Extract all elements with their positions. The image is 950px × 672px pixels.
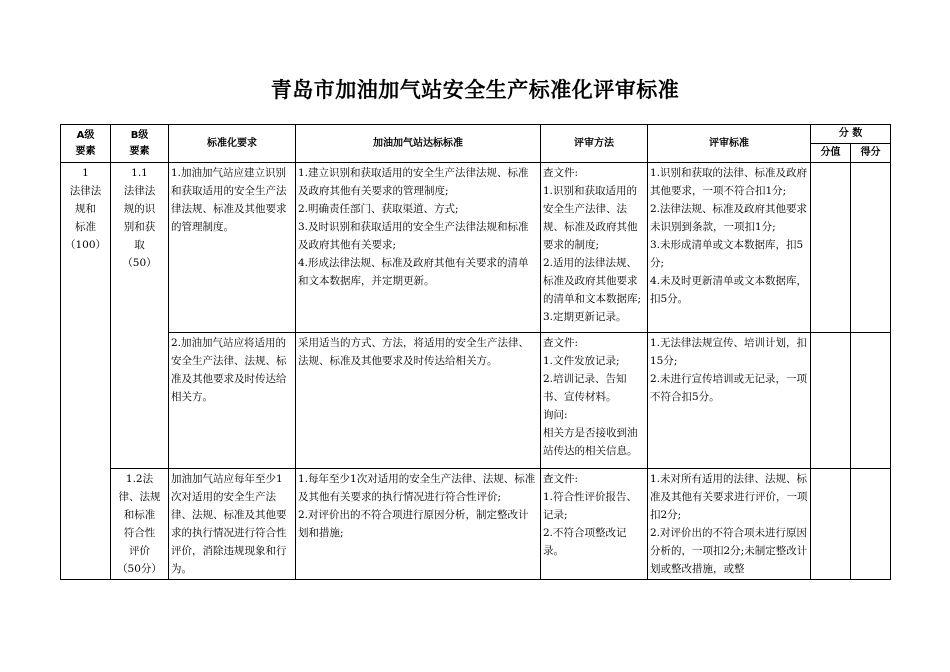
header-a-level: A级 要素 [61, 125, 111, 163]
header-score: 分 数 [811, 125, 891, 144]
criteria-cell: 1.识别和获取的法律、标准及政府其他要求，一项不符合扣1分; 2.法律法规、标准及政府其他要求未识别到条款，一项扣1分; 3.未形成清单或文本数据库，扣5分; 4.未及时更新清单或文本数据库，扣5分。 [648, 163, 811, 333]
method-cell: 查文件: 1.文件发放记录; 2.培训记录、告知书、宣传材料。 询问: 相关方是否接收到油站传达的相关信息。 [541, 333, 648, 469]
header-b-level: B级 要素 [111, 125, 169, 163]
requirement-cell: 2.加油加气站应将适用的安全生产法律、法规、标准及其他要求及时传达给相关方。 [169, 333, 296, 469]
table-row [61, 333, 891, 469]
requirement-cell: 加油加气站应每年至少1次对适用的安全生产法律、法规、标准及其他要求的执行情况进行符合性评价，消除违规现象和行为。 [169, 469, 296, 580]
review-standard-table [60, 124, 891, 580]
station-standard-cell: 1.每年至少1次对适用的安全生产法律、法规、标准及其他有关要求的执行情况进行符合性评价; 2.对评价出的不符合项进行原因分析，制定整改计划和措施; [296, 469, 541, 580]
score-got-cell [851, 163, 891, 333]
table-row [61, 163, 891, 333]
table-row [61, 469, 891, 580]
method-cell: 查文件: 1.符合性评价报告、记录; 2.不符合项整改记录。 [541, 469, 648, 580]
criteria-cell: 1.未对所有适用的法律、法规、标准及其他有关要求进行评价，一项扣2分; 2.对评价出的不符合项未进行原因分析的，一项扣2分;未制定整改计划或整改措施，或整 [648, 469, 811, 580]
document-title: 青岛市加油加气站安全生产标准化评审标准 [270, 78, 680, 102]
criteria-cell: 1.无法律法规宣传、培训计划，扣15分; 2.未进行宣传培训或无记录，一项不符合扣5分。 [648, 333, 811, 469]
header-method: 评审方法 [541, 125, 648, 163]
header-station-standard: 加油加气站达标标准 [296, 125, 541, 163]
a-level-cell: 1 法律法 规和 标准 （100） [61, 163, 111, 580]
score-value-cell [811, 333, 851, 469]
score-value-cell [811, 469, 851, 580]
header-score-got: 得分 [851, 144, 891, 163]
method-cell: 查文件: 1.识别和获取适用的安全生产法律、法规、标准及政府其他要求的制度; 2.适用的法律法规、标准及政府其他要求的清单和文本数据库; 3.定期更新记录。 [541, 163, 648, 333]
station-standard-cell: 采用适当的方式、方法，将适用的安全生产法律、法规、标准及其他要求及时传达给相关方。 [296, 333, 541, 469]
b-level-cell: 1.1 法律法 规的识 别和获 取 （50） [111, 163, 169, 469]
score-got-cell [851, 333, 891, 469]
station-standard-cell: 1.建立识别和获取适用的安全生产法律法规、标准及政府其他有关要求的管理制度; 2.明确责任部门、获取渠道、方式; 3.及时识别和获取适用的安全生产法律法规和标准及政府其他有关要求; 4.形成法律法规、标准及政府其他有关要求的清单和文本数据库，并定期更新。 [296, 163, 541, 333]
requirement-cell: 1.加油加气站应建立识别和获取适用的安全生产法律法规、标准及其他要求的管理制度。 [169, 163, 296, 333]
b-level-cell: 1.2法 律、法规 和标准 符合性 评价 （50分） [111, 469, 169, 580]
header-requirement: 标准化要求 [169, 125, 296, 163]
header-score-value: 分值 [811, 144, 851, 163]
header-criteria: 评审标准 [648, 125, 811, 163]
score-got-cell [851, 469, 891, 580]
score-value-cell [811, 163, 851, 333]
